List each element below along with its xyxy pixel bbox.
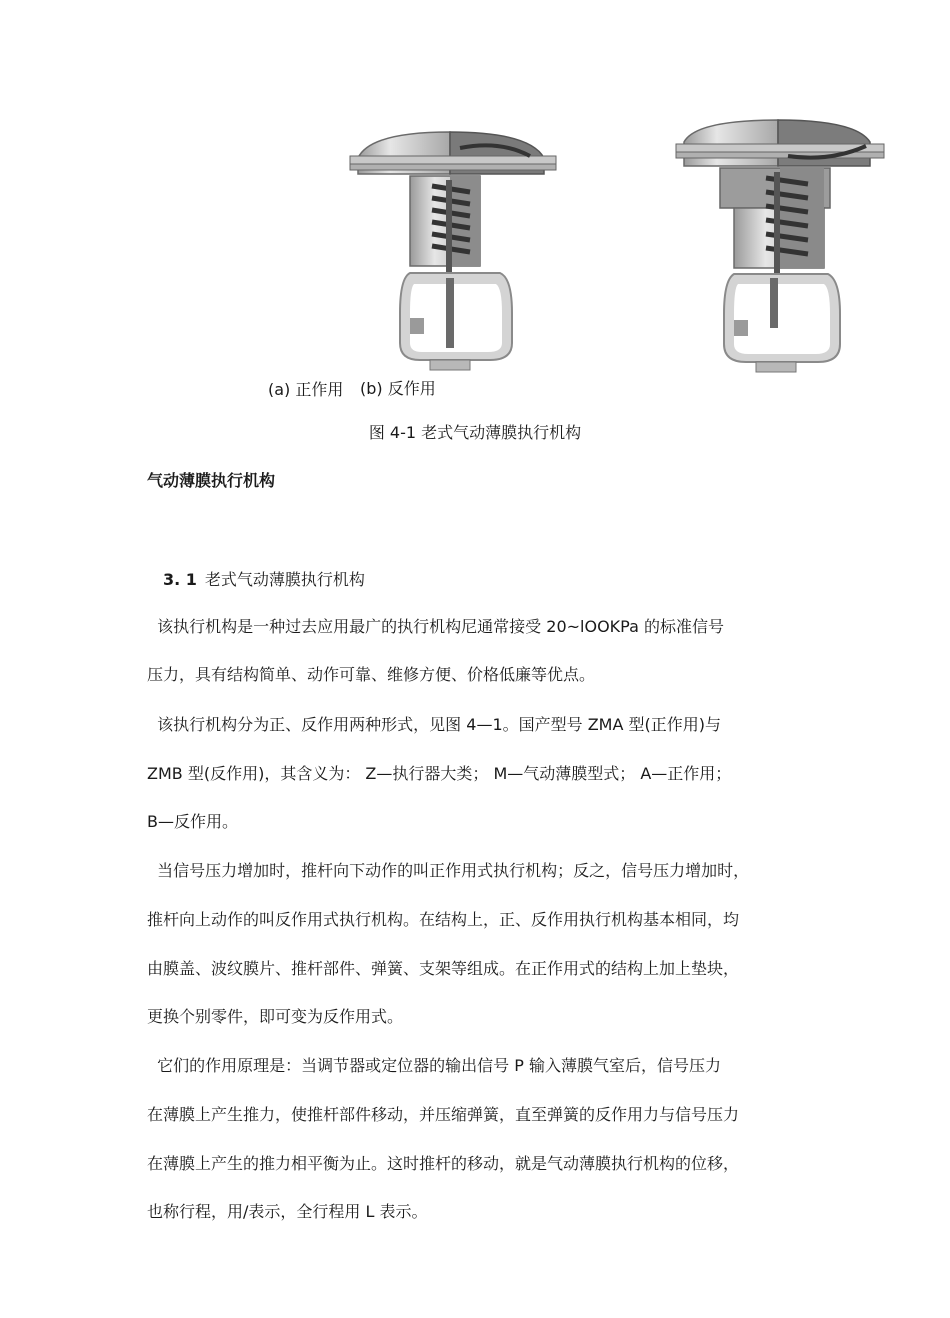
- body-line: 该执行机构是一种过去应用最广的执行机构尼通常接受 20~lOOKPa 的标准信号: [147, 617, 724, 636]
- body-line: 它们的作用原理是：当调节器或定位器的输出信号 P 输入薄膜气室后，信号压力: [147, 1056, 721, 1075]
- body-line: 推杆向上动作的叫反作用式执行机构。在结构上，正、反作用执行机构基本相同，均: [147, 910, 740, 929]
- subsection-number: 3. 1: [163, 570, 197, 589]
- section-heading: 气动薄膜执行机构: [147, 471, 276, 490]
- body-line: 在薄膜上产生推力，使推杆部件移动，并压缩弹簧，直至弹簧的反作用力与信号压力: [147, 1105, 740, 1124]
- body-line: 该执行机构分为正、反作用两种形式，见图 4—1。国产型号 ZMA 型(正作用)与: [147, 715, 721, 734]
- body-line: 压力，具有结构简单、动作可靠、维修方便、价格低廉等优点。: [147, 665, 596, 684]
- body-line: 更换个别零件，即可变为反作用式。: [147, 1007, 404, 1026]
- figure-label-reverse-acting: (b) 反作用: [360, 379, 436, 398]
- subsection-title: [163, 567, 365, 590]
- body-line: ZMB 型(反作用)，其含义为： Z—执行器大类； M—气动薄膜型式； A—正作用；: [147, 764, 732, 783]
- body-line: 由膜盖、波纹膜片、推杆部件、弹簧、支架等组成。在正作用式的结构上加上垫块，: [147, 959, 740, 978]
- figure-label-direct-acting: (a) 正作用: [268, 380, 344, 397]
- figure-caption: 图 4-1 老式气动薄膜执行机构: [368, 423, 582, 442]
- body-line: 也称行程，用/表示，全行程用 L 表示。: [147, 1202, 428, 1221]
- body-line: B—反作用。: [147, 812, 238, 831]
- actuator-direct-acting-illustration: [340, 128, 560, 378]
- body-line: 在薄膜上产生的推力相平衡为止。这时推杆的移动，就是气动薄膜执行机构的位移，: [147, 1154, 740, 1173]
- actuator-reverse-acting-illustration: [670, 116, 890, 378]
- body-line: 当信号压力增加时，推杆向下动作的叫正作用式执行机构；反之，信号压力增加时，: [147, 861, 750, 880]
- subsection-title-text: 老式气动薄膜执行机构: [204, 570, 365, 589]
